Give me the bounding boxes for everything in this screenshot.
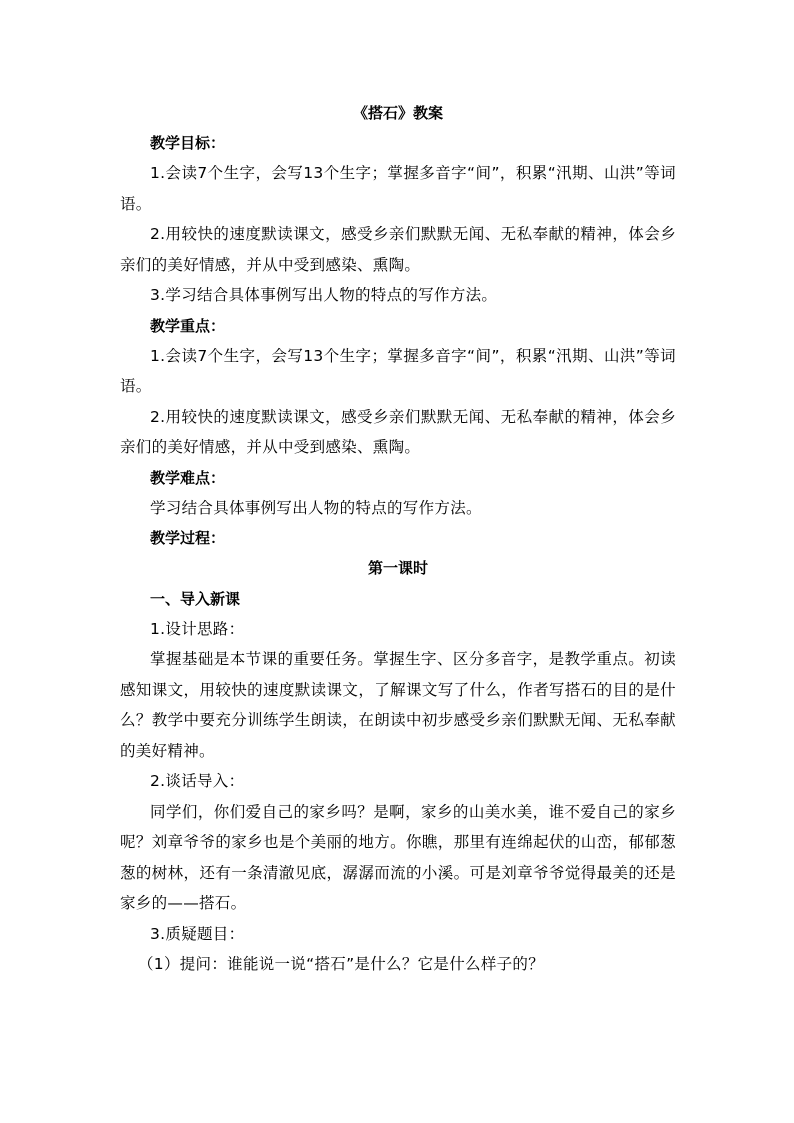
difficulties-heading: 教学难点： xyxy=(150,468,226,487)
question-label: 3.质疑题目： xyxy=(150,924,245,943)
talk-text: 同学们，你们爱自己的家乡吗？是啊，家乡的山美水美，谁不爱自己的家乡呢？刘章爷爷的家乡也是个美丽的地方。你瞧，那里有连绵起伏的山峦，郁郁葱葱的树林，还有一条清澈见底，潺潺而流的小溪。可是刘章爷爷觉得最美的还是家乡的——搭石。 xyxy=(120,802,676,912)
design-text: 掌握基础是本节课的重要任务。掌握生字、区分多音字，是教学重点。初读感知课文，用较快的速度默读课文，了解课文写了什么，作者写搭石的目的是什么？教学中要充分训练学生朗读，在朗读中初步感受乡亲们默默无闻、无私奉献的美好精神。 xyxy=(120,650,676,760)
key-point-item-2: 2.用较快的速度默读课文，感受乡亲们默默无闻、无私奉献的精神，体会乡亲们的美好情感，并从中受到感染、熏陶。 xyxy=(120,407,676,456)
key-point-item-1: 1.会读7个生字，会写13个生字；掌握多音字“间”，积累“汛期、山洪”等词语。 xyxy=(120,346,676,395)
design-label: 1.设计思路： xyxy=(150,619,245,638)
difficulties-text: 学习结合具体事例写出人物的特点的写作方法。 xyxy=(150,498,482,517)
section-intro-heading: 一、导入新课 xyxy=(150,589,241,608)
objectives-heading: 教学目标： xyxy=(150,134,226,152)
document-title: 《搭石》教案 xyxy=(352,104,443,122)
process-heading: 教学过程： xyxy=(150,529,226,547)
objective-item-3: 3.学习结合具体事例写出人物的特点的写作方法。 xyxy=(150,286,498,304)
question-item-1: （1）提问：谁能说一说“搭石”是什么？它是什么样子的？ xyxy=(138,955,545,973)
objective-item-2: 2.用较快的速度默读课文，感受乡亲们默默无闻、无私奉献的精神，体会乡亲们的美好情感，并从中受到感染、熏陶。 xyxy=(120,225,676,274)
key-points-heading: 教学重点： xyxy=(150,316,226,335)
lesson-title: 第一课时 xyxy=(367,559,428,577)
document-content xyxy=(120,98,676,980)
objective-item-1: 1.会读7个生字，会写13个生字；掌握多音字“间”，积累“汛期、山洪”等词语。 xyxy=(120,164,676,213)
talk-label: 2.谈话导入： xyxy=(150,772,245,790)
